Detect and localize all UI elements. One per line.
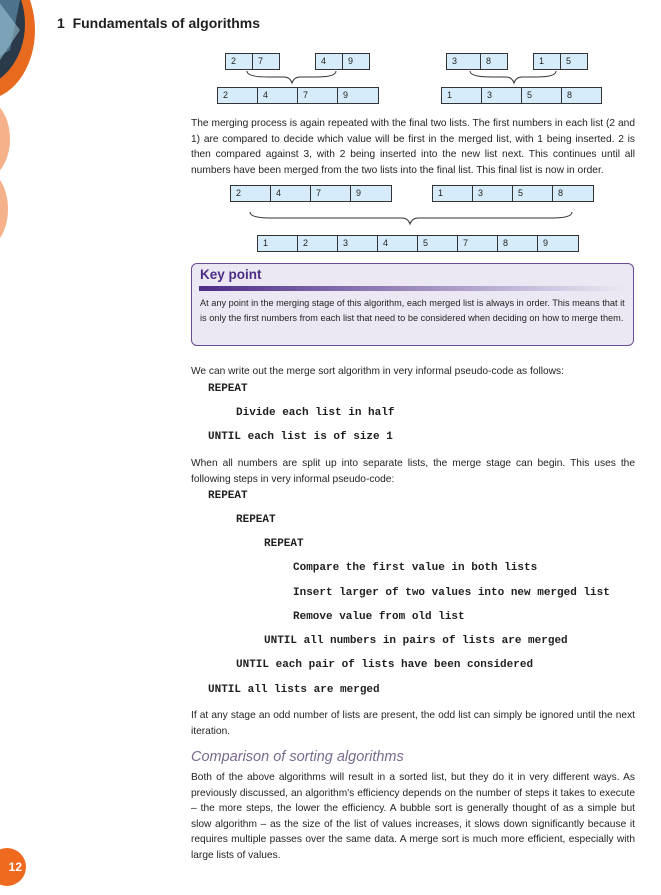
page-number: 12 — [0, 848, 26, 886]
list-cell: 1 — [533, 53, 561, 70]
list-cell: 2 — [230, 185, 271, 202]
list-cell: 4 — [315, 53, 343, 70]
code-line: REPEAT — [264, 538, 304, 550]
chapter-number: 1 — [57, 15, 65, 31]
list-cell: 3 — [472, 185, 513, 202]
list-cell: 3 — [337, 235, 378, 252]
list-cell: 9 — [342, 53, 370, 70]
list-cell: 3 — [446, 53, 481, 70]
key-point-divider — [199, 286, 627, 291]
key-point-title: Key point — [200, 267, 262, 282]
list-cell: 5 — [512, 185, 553, 202]
paragraph-merge-stage: When all numbers are split up into separate lists, the merge stage can begin. This uses the following steps in very informal pseudo-code: — [191, 458, 635, 485]
list-cell: 7 — [252, 53, 280, 70]
list-cell: 4 — [270, 185, 311, 202]
paragraph-merging-process: The merging process is again repeated with the final two lists. The first numbers in each list (2 and 1) are compared to decide which value will be first in the merged list, with 1 being inserted. 2 is then compared against 3, with 2 being inserted into the new list next. This continues until all numbers have been merged from the two lists into the final list. This final list is now in order. — [191, 118, 635, 176]
list-cell: 3 — [481, 87, 522, 104]
list-cell: 5 — [560, 53, 588, 70]
list-cell: 9 — [350, 185, 392, 202]
code-line: Remove value from old list — [293, 611, 465, 623]
list-cell: 9 — [537, 235, 579, 252]
list-cell: 8 — [552, 185, 594, 202]
list-cell: 2 — [217, 87, 258, 104]
list-cell: 8 — [497, 235, 538, 252]
code-line: REPEAT — [208, 383, 248, 395]
merge-brace-2 — [0, 0, 661, 240]
list-cell: 8 — [561, 87, 602, 104]
code-line: REPEAT — [236, 514, 276, 526]
paragraph-pseudo-code-intro: We can write out the merge sort algorithm in very informal pseudo-code as follows: — [191, 366, 564, 377]
paragraph-odd-lists: If at any stage an odd number of lists are present, the odd list can simply be ignored until the next iteration. — [191, 710, 635, 737]
code-line: Insert larger of two values into new merged list — [293, 587, 610, 599]
paragraph-comparison: Both of the above algorithms will result in a sorted list, but they do it in very different ways. As previously discussed, an algorithm's efficiency depends on the number of steps it takes to execute – the more steps, the lower the efficiency. A bubble sort is generally thought of as a simple but slow algorithm – as the size of the list of values increases, it slows down significantly because it requires multiple passes over the same data. A merge sort is much more efficient, especially with large lists of values. — [191, 772, 635, 861]
list-cell: 5 — [417, 235, 458, 252]
list-cell: 4 — [257, 87, 298, 104]
list-cell: 7 — [457, 235, 498, 252]
key-point-box — [191, 263, 634, 346]
list-cell: 1 — [441, 87, 482, 104]
code-line: UNTIL all lists are merged — [208, 684, 380, 696]
list-cell: 9 — [337, 87, 379, 104]
code-line: Compare the first value in both lists — [293, 562, 538, 574]
list-cell: 2 — [225, 53, 253, 70]
list-cell: 7 — [310, 185, 351, 202]
section-heading: Comparison of sorting algorithms — [191, 749, 404, 765]
list-cell: 1 — [257, 235, 298, 252]
code-line: Divide each list in half — [236, 407, 395, 419]
list-cell: 7 — [297, 87, 338, 104]
key-point-text: At any point in the merging stage of this algorithm, each merged list is always in order. This means that it is only the first numbers from each list that need to be considered when deciding on how to merge them. — [200, 298, 625, 323]
list-cell: 2 — [297, 235, 338, 252]
list-cell: 1 — [432, 185, 473, 202]
code-line: UNTIL each pair of lists have been considered — [236, 659, 534, 671]
code-line: UNTIL each list is of size 1 — [208, 431, 393, 443]
list-cell: 5 — [521, 87, 562, 104]
code-line: REPEAT — [208, 490, 248, 502]
chapter-title: Fundamentals of algorithms — [72, 15, 261, 31]
list-cell: 4 — [377, 235, 418, 252]
code-line: UNTIL all numbers in pairs of lists are merged — [264, 635, 568, 647]
list-cell: 8 — [480, 53, 508, 70]
